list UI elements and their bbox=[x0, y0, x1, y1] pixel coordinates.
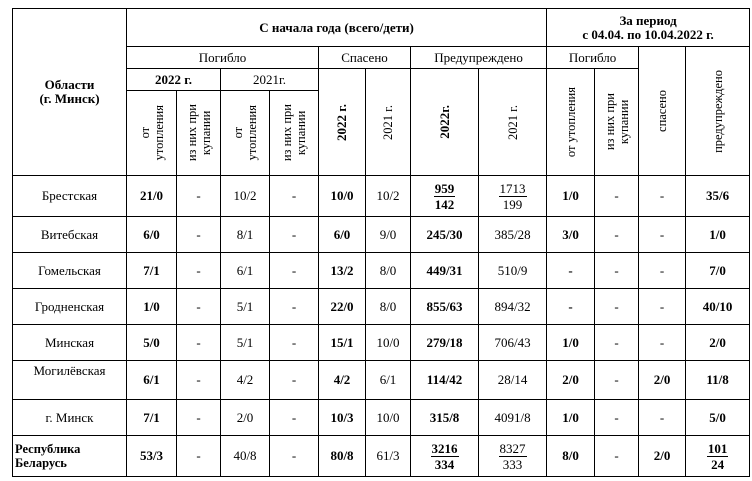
died-2022-drown: 7/1 bbox=[127, 400, 177, 436]
saved-2021: 9/0 bbox=[366, 217, 411, 253]
died-2021-drown: 5/1 bbox=[221, 289, 270, 325]
period-saved: - bbox=[639, 289, 686, 325]
regions-header: Области (г. Минск) bbox=[13, 9, 127, 176]
period-saved: - bbox=[639, 217, 686, 253]
total-period-bathing: - bbox=[595, 436, 639, 477]
prevented-2022: 114/42 bbox=[411, 361, 479, 400]
died-2021-header: 2021г. bbox=[221, 69, 319, 91]
total-region-name: Республика Беларусь bbox=[13, 436, 127, 477]
prevented-2021: 894/32 bbox=[479, 289, 547, 325]
prevented-2022: 279/18 bbox=[411, 325, 479, 361]
period-drown: 3/0 bbox=[547, 217, 595, 253]
died-2021-bathing: - bbox=[270, 176, 319, 217]
died-2022-bathing: - bbox=[177, 361, 221, 400]
table-row bbox=[13, 217, 750, 253]
total-died-2021-bathing: - bbox=[270, 436, 319, 477]
died-2022-bathing: - bbox=[177, 176, 221, 217]
prevented-2021: 4091/8 bbox=[479, 400, 547, 436]
period-prevented: 1/0 bbox=[686, 217, 750, 253]
period-prevented-header: предупреждено bbox=[686, 47, 750, 176]
period-prevented: 7/0 bbox=[686, 253, 750, 289]
died-2022-header: 2022 г. bbox=[127, 69, 221, 91]
total-saved-2022: 80/8 bbox=[319, 436, 366, 477]
died-2022-bathing-header: из них при купании bbox=[177, 91, 221, 176]
total-row bbox=[13, 436, 750, 477]
died-2022-drown: 6/0 bbox=[127, 217, 177, 253]
died-2022-bathing: - bbox=[177, 400, 221, 436]
period-bathing: - bbox=[595, 289, 639, 325]
prevented-2022-header: 2022г. bbox=[411, 69, 479, 176]
died-2021-drown: 10/2 bbox=[221, 176, 270, 217]
period-drown: 1/0 bbox=[547, 325, 595, 361]
died-2021-drown: 5/1 bbox=[221, 325, 270, 361]
died-2022-drown: 6/1 bbox=[127, 361, 177, 400]
period-bathing: - bbox=[595, 361, 639, 400]
prevented-2021-header: 2021 г. bbox=[479, 69, 547, 176]
died-2021-bathing: - bbox=[270, 217, 319, 253]
period-drown-header: от утопления bbox=[547, 69, 595, 176]
died-2022-drown: 7/1 bbox=[127, 253, 177, 289]
saved-2022: 10/3 bbox=[319, 400, 366, 436]
period-drown: - bbox=[547, 253, 595, 289]
period-drown: - bbox=[547, 289, 595, 325]
saved-2022-header: 2022 г. bbox=[319, 69, 366, 176]
period-died-header: Погибло bbox=[547, 47, 639, 69]
saved-2021: 6/1 bbox=[366, 361, 411, 400]
died-2021-bathing: - bbox=[270, 325, 319, 361]
saved-2021: 10/0 bbox=[366, 400, 411, 436]
period-prevented: 2/0 bbox=[686, 325, 750, 361]
saved-header: Спасено bbox=[319, 47, 411, 69]
total-period-saved: 2/0 bbox=[639, 436, 686, 477]
drowning-statistics-table bbox=[12, 8, 750, 477]
total-prevented-2021: $\frac{8327}{333}$ bbox=[479, 436, 547, 477]
period-saved: - bbox=[639, 400, 686, 436]
died-2022-drown: 1/0 bbox=[127, 289, 177, 325]
total-saved-2021: 61/3 bbox=[366, 436, 411, 477]
died-2021-bathing-header: из них при купании bbox=[270, 91, 319, 176]
period-saved: 2/0 bbox=[639, 361, 686, 400]
period-header: За период с 04.04. по 10.04.2022 г. bbox=[547, 9, 750, 47]
died-2021-drown-header: от утопления bbox=[221, 91, 270, 176]
saved-2022: 10/0 bbox=[319, 176, 366, 217]
region-name: Гродненская bbox=[13, 289, 127, 325]
since-year-header: С начала года (всего/дети) bbox=[127, 9, 547, 47]
died-2021-bathing: - bbox=[270, 361, 319, 400]
prevented-2022: $\frac{959}{142}$ bbox=[411, 176, 479, 217]
prevented-2021: 385/28 bbox=[479, 217, 547, 253]
region-name: г. Минск bbox=[13, 400, 127, 436]
period-prevented: 5/0 bbox=[686, 400, 750, 436]
total-period-prevented: $\frac{101}{24}$ bbox=[686, 436, 750, 477]
period-drown: 2/0 bbox=[547, 361, 595, 400]
died-2021-bathing: - bbox=[270, 400, 319, 436]
died-2021-drown: 6/1 bbox=[221, 253, 270, 289]
region-name: Минская bbox=[13, 325, 127, 361]
prevented-2022: 245/30 bbox=[411, 217, 479, 253]
died-2021-drown: 8/1 bbox=[221, 217, 270, 253]
total-died-2022-bathing: - bbox=[177, 436, 221, 477]
total-prevented-2022: $\frac{3216}{334}$ bbox=[411, 436, 479, 477]
prevented-2022: 449/31 bbox=[411, 253, 479, 289]
died-2021-drown: 2/0 bbox=[221, 400, 270, 436]
period-bathing: - bbox=[595, 217, 639, 253]
saved-2021: 10/0 bbox=[366, 325, 411, 361]
region-name: Брестская bbox=[13, 176, 127, 217]
table-row bbox=[13, 361, 750, 400]
period-drown: 1/0 bbox=[547, 176, 595, 217]
prevented-2022: 855/63 bbox=[411, 289, 479, 325]
period-bathing: - bbox=[595, 253, 639, 289]
period-saved: - bbox=[639, 176, 686, 217]
region-name: Гомельская bbox=[13, 253, 127, 289]
total-died-2022-drown: 53/3 bbox=[127, 436, 177, 477]
saved-2022: 15/1 bbox=[319, 325, 366, 361]
period-bathing-header: из них при купании bbox=[595, 69, 639, 176]
period-bathing: - bbox=[595, 176, 639, 217]
table-row bbox=[13, 253, 750, 289]
table-row bbox=[13, 176, 750, 217]
period-drown: 1/0 bbox=[547, 400, 595, 436]
period-prevented: 35/6 bbox=[686, 176, 750, 217]
period-saved: - bbox=[639, 253, 686, 289]
died-2021-bathing: - bbox=[270, 289, 319, 325]
saved-2022: 22/0 bbox=[319, 289, 366, 325]
saved-2021: 8/0 bbox=[366, 289, 411, 325]
prevented-header: Предупреждено bbox=[411, 47, 547, 69]
region-name: Витебская bbox=[13, 217, 127, 253]
died-2022-drown: 5/0 bbox=[127, 325, 177, 361]
died-2022-bathing: - bbox=[177, 289, 221, 325]
saved-2021-header: 2021 г. bbox=[366, 69, 411, 176]
prevented-2021: 510/9 bbox=[479, 253, 547, 289]
saved-2022: 13/2 bbox=[319, 253, 366, 289]
saved-2021: 10/2 bbox=[366, 176, 411, 217]
died-2021-drown: 4/2 bbox=[221, 361, 270, 400]
region-name: Могилёвская bbox=[13, 361, 127, 400]
prevented-2022: 315/8 bbox=[411, 400, 479, 436]
period-bathing: - bbox=[595, 400, 639, 436]
died-2021-bathing: - bbox=[270, 253, 319, 289]
prevented-2021: $\frac{1713}{199}$ bbox=[479, 176, 547, 217]
table-row bbox=[13, 400, 750, 436]
period-prevented: 11/8 bbox=[686, 361, 750, 400]
saved-2022: 4/2 bbox=[319, 361, 366, 400]
died-2022-bathing: - bbox=[177, 253, 221, 289]
table-row bbox=[13, 289, 750, 325]
period-prevented: 40/10 bbox=[686, 289, 750, 325]
period-saved-header: спасено bbox=[639, 47, 686, 176]
saved-2021: 8/0 bbox=[366, 253, 411, 289]
prevented-2021: 706/43 bbox=[479, 325, 547, 361]
died-2022-drown-header: от утопления bbox=[127, 91, 177, 176]
saved-2022: 6/0 bbox=[319, 217, 366, 253]
total-period-drown: 8/0 bbox=[547, 436, 595, 477]
total-died-2021-drown: 40/8 bbox=[221, 436, 270, 477]
died-2022-drown: 21/0 bbox=[127, 176, 177, 217]
period-saved: - bbox=[639, 325, 686, 361]
died-2022-bathing: - bbox=[177, 325, 221, 361]
died-2022-bathing: - bbox=[177, 217, 221, 253]
prevented-2021: 28/14 bbox=[479, 361, 547, 400]
table-row bbox=[13, 325, 750, 361]
period-bathing: - bbox=[595, 325, 639, 361]
died-header: Погибло bbox=[127, 47, 319, 69]
